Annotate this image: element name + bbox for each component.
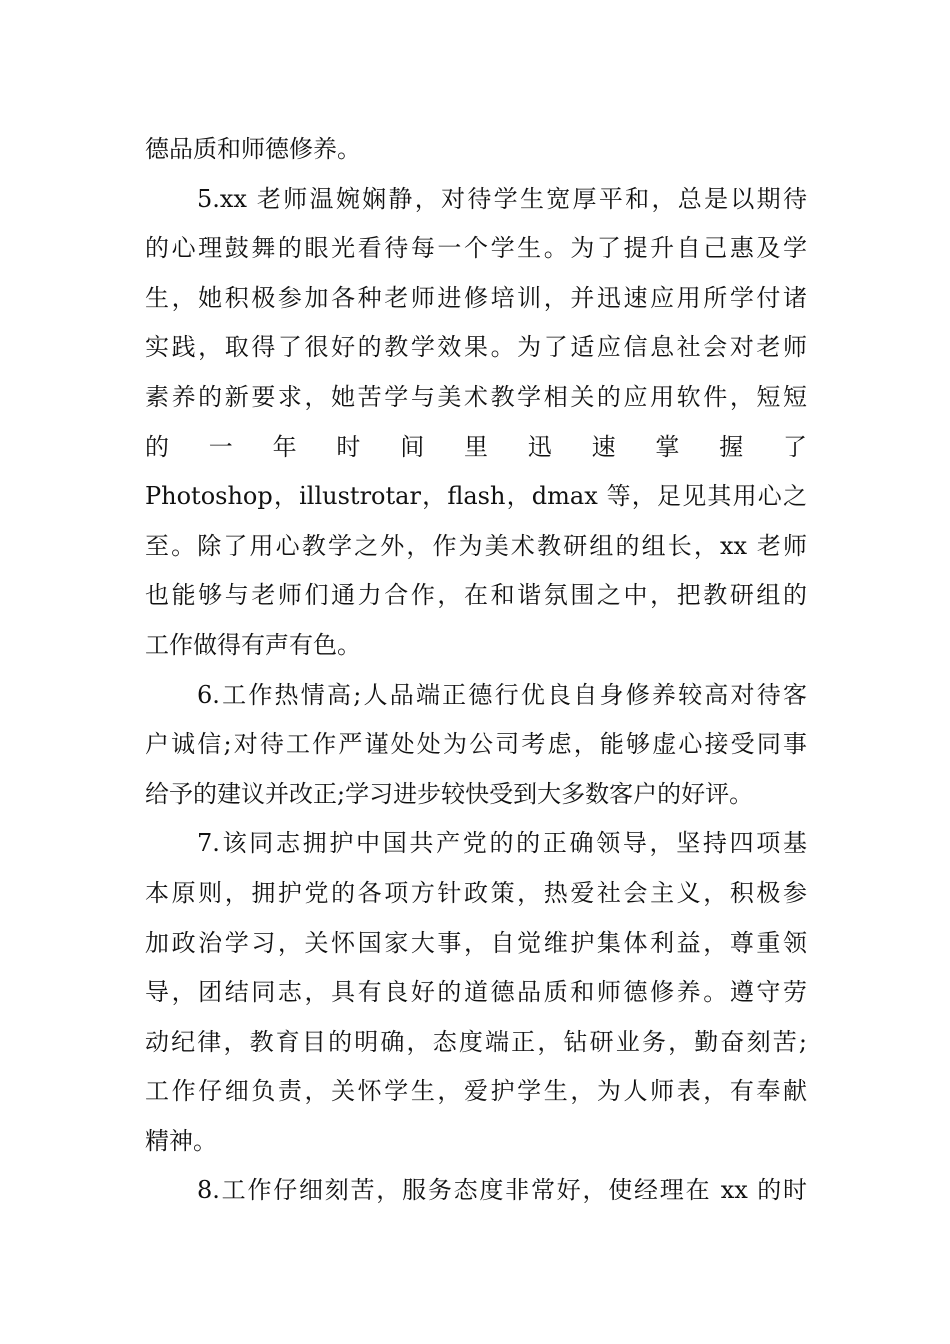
text-line: 素养的新要求，她苦学与美术教学相关的应用软件，短短 [145,382,807,411]
text-line: 至。除了用心教学之外，作为美术教研组的组长，xx 老师 [145,531,807,560]
text-line: 给予的建议并改正;学习进步较快受到大多数客户的好评。 [145,779,754,808]
text-line: 的心理鼓舞的眼光看待每一个学生。为了提升自己惠及学 [145,234,807,263]
text-line: 5.xx 老师温婉娴静，对待学生宽厚平和，总是以期待 [197,184,807,213]
text-line: 本原则，拥护党的各项方针政策，热爱社会主义，积极参 [145,878,807,907]
text-line: 导，团结同志，具有良好的道德品质和师德修养。遵守劳 [145,978,807,1007]
text-line: Photoshop，illustrotar，flash，dmax 等，足见其用心之 [145,482,807,511]
text-line: 户诚信;对待工作严谨处处为公司考虑，能够虚心接受同事 [145,730,807,759]
text-line: 也能够与老师们通力合作，在和谐氛围之中，把教研组的 [145,581,807,610]
text-line: 6.工作热情高;人品端正德行优良自身修养较高对待客 [197,680,807,709]
text-line: 工作做得有声有色。 [145,630,361,659]
text-line: 的 一 年 时 间 里 迅 速 掌 握 了 [145,432,807,461]
text-line: 动纪律，教育目的明确，态度端正，钻研业务，勤奋刻苦; [145,1027,807,1056]
document-body [145,125,807,1216]
text-line: 生，她积极参加各种老师进修培训，并迅速应用所学付诸 [145,283,807,312]
text-line: 德品质和师德修养。 [145,135,361,163]
text-line: 7.该同志拥护中国共产党的的正确领导，坚持四项基 [197,829,807,858]
text-line: 加政治学习，关怀国家大事，自觉维护集体利益，尊重领 [145,928,807,957]
text-line: 精神。 [145,1126,217,1155]
text-line: 8.工作仔细刻苦，服务态度非常好，使经理在 xx 的时 [197,1176,807,1205]
text-line: 实践，取得了很好的教学效果。为了适应信息社会对老师 [145,333,807,362]
text-line: 工作仔细负责，关怀学生，爱护学生，为人师表，有奉献 [145,1077,807,1106]
